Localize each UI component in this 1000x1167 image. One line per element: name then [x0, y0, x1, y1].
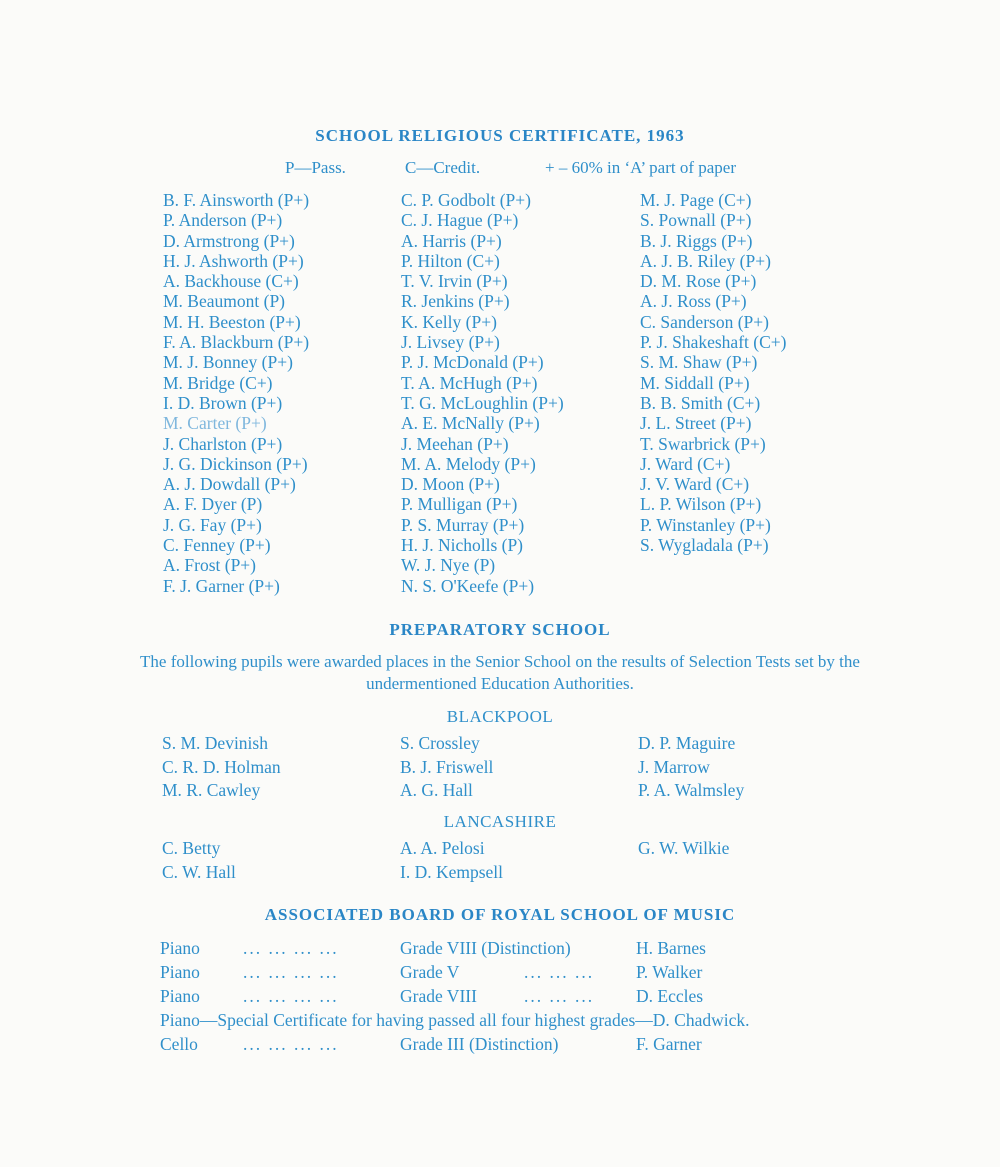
list-item: T. V. Irvin (P+)	[401, 271, 508, 292]
list-item: J. Marrow	[638, 756, 710, 777]
list-item: M. Siddall (P+)	[640, 372, 750, 393]
list-item: J. Ward (C+)	[640, 453, 731, 474]
blackpool-column-1	[162, 732, 281, 803]
list-item: I. D. Brown (P+)	[163, 392, 283, 413]
list-item: A. E. McNally (P+)	[401, 413, 540, 434]
music-dots: ... ... ... ...	[243, 1034, 339, 1054]
list-item: K. Kelly (P+)	[401, 311, 497, 332]
list-item: P. A. Walmsley	[638, 780, 745, 800]
music-pupil: F. Garner	[636, 1034, 702, 1054]
list-item: J. Charlston (P+)	[163, 433, 283, 454]
lancashire-heading: LANCASHIRE	[443, 812, 557, 831]
list-item: T. A. McHugh (P+)	[401, 372, 538, 393]
list-item: J. V. Ward (C+)	[640, 474, 750, 495]
music-instrument: Cello	[160, 1034, 198, 1054]
music-pupil: D. Eccles	[636, 986, 704, 1006]
list-item: C. R. D. Holman	[162, 756, 281, 777]
list-item: P. Mulligan (P+)	[401, 494, 518, 515]
list-item: D. M. Rose (P+)	[640, 271, 757, 292]
list-item: S. Wygladala (P+)	[640, 535, 769, 556]
list-item: A. J. Ross (P+)	[640, 291, 747, 312]
list-item: C. Sanderson (P+)	[640, 311, 769, 332]
list-item: L. P. Wilson (P+)	[640, 494, 762, 515]
preparatory-school-title: PREPARATORY SCHOOL	[389, 620, 611, 639]
list-item: A. A. Pelosi	[400, 838, 485, 858]
list-item: I. D. Kempsell	[400, 861, 504, 882]
list-item: B. J. Friswell	[400, 756, 494, 777]
legend-pass: P—Pass.	[285, 158, 346, 177]
list-item: D. Armstrong (P+)	[163, 230, 295, 251]
special-certificate-text: Piano—Special Certificate for having passed all four highest grades—D. Chadwick.	[160, 1010, 750, 1030]
list-item: M. J. Bonney (P+)	[163, 352, 293, 373]
lancashire-column-1	[162, 837, 236, 884]
list-item: S. M. Shaw (P+)	[640, 352, 758, 373]
list-item: M. R. Cawley	[162, 780, 261, 800]
list-item: P. Winstanley (P+)	[640, 514, 771, 535]
list-item: C. W. Hall	[162, 861, 236, 882]
music-pupil: H. Barnes	[636, 938, 706, 958]
list-item: M. Beaumont (P)	[163, 291, 286, 312]
list-item: C. J. Hague (P+)	[401, 210, 519, 231]
music-board-title: ASSOCIATED BOARD OF ROYAL SCHOOL OF MUSIC	[264, 905, 736, 924]
list-item: A. Frost (P+)	[163, 555, 257, 576]
list-item: C. Fenney (P+)	[163, 535, 271, 556]
music-dots: ... ... ... ...	[243, 986, 339, 1006]
list-item: G. W. Wilkie	[638, 838, 730, 858]
list-item: B. B. Smith (C+)	[640, 392, 761, 413]
music-dots: ... ... ...	[524, 962, 595, 982]
list-item: J. L. Street (P+)	[640, 413, 752, 434]
list-item: M. Bridge (C+)	[163, 372, 273, 393]
list-item: W. J. Nye (P)	[401, 555, 496, 576]
preparatory-intro: The following pupils were awarded places in the Senior School on the results of Selection Tests set by the undermentioned Education Authorities.	[140, 652, 860, 693]
list-item: B. J. Riggs (P+)	[640, 230, 753, 251]
list-item: A. G. Hall	[400, 780, 473, 800]
music-grade: Grade VIII (Distinction)	[400, 938, 571, 958]
music-dots: ... ... ... ...	[243, 938, 339, 958]
list-item: M. A. Melody (P+)	[401, 453, 536, 474]
music-instrument: Piano	[160, 938, 200, 958]
religious-column-1	[163, 190, 309, 596]
list-item: P. J. McDonald (P+)	[401, 352, 544, 373]
list-item: S. Crossley	[400, 733, 480, 753]
music-pupil: P. Walker	[636, 962, 703, 982]
list-item: T. Swarbrick (P+)	[640, 433, 766, 454]
list-item: T. G. McLoughlin (P+)	[401, 392, 564, 413]
list-item: J. Meehan (P+)	[401, 433, 509, 454]
religious-certificate-title: SCHOOL RELIGIOUS CERTIFICATE, 1963	[315, 126, 685, 145]
list-item: D. Moon (P+)	[401, 474, 500, 495]
blackpool-column-3	[638, 732, 744, 803]
list-item: B. F. Ainsworth (P+)	[163, 190, 310, 210]
blackpool-heading: BLACKPOOL	[446, 707, 554, 726]
list-item: F. A. Blackburn (P+)	[163, 332, 310, 353]
list-item: P. S. Murray (P+)	[401, 514, 525, 535]
list-item: P. J. Shakeshaft (C+)	[640, 332, 787, 353]
music-grade: Grade VIII	[400, 986, 477, 1006]
list-item: P. Anderson (P+)	[163, 210, 283, 231]
lancashire-column-3	[638, 837, 729, 861]
music-instrument: Piano	[160, 962, 200, 982]
religious-column-2	[401, 190, 564, 596]
list-item: A. J. B. Riley (P+)	[640, 250, 771, 271]
list-item: J. Livsey (P+)	[401, 332, 500, 353]
music-dots: ... ... ... ...	[243, 962, 339, 982]
list-item: M. Carter (P+)	[163, 413, 267, 434]
list-item: R. Jenkins (P+)	[401, 291, 510, 312]
list-item: A. F. Dyer (P)	[163, 494, 263, 515]
list-item: M. H. Beeston (P+)	[163, 311, 301, 332]
list-item: J. G. Dickinson (P+)	[163, 453, 308, 474]
list-item: S. Pownall (P+)	[640, 210, 752, 231]
blackpool-column-2	[400, 732, 493, 803]
list-item: A. J. Dowdall (P+)	[163, 474, 296, 495]
list-item: H. J. Ashworth (P+)	[163, 250, 304, 271]
list-item: S. M. Devinish	[162, 733, 268, 753]
lancashire-column-2	[400, 837, 503, 884]
list-item: J. G. Fay (P+)	[163, 514, 262, 535]
music-grade: Grade V	[400, 962, 460, 982]
list-item: N. S. O'Keefe (P+)	[401, 575, 535, 596]
legend-percent: + – 60% in ‘A’ part of paper	[545, 158, 737, 177]
list-item: D. P. Maguire	[638, 733, 736, 753]
list-item: M. J. Page (C+)	[640, 190, 752, 210]
list-item: F. J. Garner (P+)	[163, 575, 280, 596]
religious-column-3	[640, 190, 786, 555]
list-item: C. P. Godbolt (P+)	[401, 190, 531, 210]
music-grade: Grade III (Distinction)	[400, 1034, 559, 1054]
list-item: H. J. Nicholls (P)	[401, 535, 524, 556]
list-item: A. Harris (P+)	[401, 230, 502, 251]
legend-credit: C—Credit.	[405, 158, 481, 177]
list-item: C. Betty	[162, 838, 221, 858]
music-dots: ... ... ...	[524, 986, 595, 1006]
list-item: P. Hilton (C+)	[401, 250, 500, 271]
music-instrument: Piano	[160, 986, 200, 1006]
list-item: A. Backhouse (C+)	[163, 271, 299, 292]
